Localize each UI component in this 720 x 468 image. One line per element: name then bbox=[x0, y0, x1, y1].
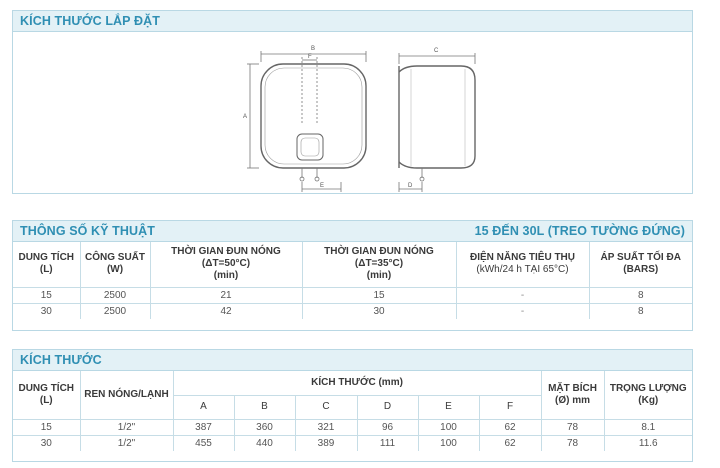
cell: 100 bbox=[418, 419, 479, 435]
dim-c-label: C bbox=[434, 48, 439, 54]
cell: 30 bbox=[13, 435, 80, 451]
cell: - bbox=[456, 303, 589, 319]
specs-col-heat35: THỜI GIAN ĐUN NÓNG (ΔT=35°C) (min) bbox=[302, 242, 456, 287]
dim-e-label: E bbox=[320, 183, 325, 189]
specs-col-energy: ĐIỆN NĂNG TIÊU THỤ (kWh/24 h TẠI 65°C) bbox=[456, 242, 589, 287]
specs-section bbox=[12, 220, 693, 331]
table-row bbox=[13, 303, 692, 319]
cell: 42 bbox=[150, 303, 302, 319]
cell: 15 bbox=[302, 287, 456, 303]
installation-drawing bbox=[13, 32, 692, 193]
cell: 440 bbox=[234, 435, 295, 451]
table-row bbox=[13, 287, 692, 303]
specs-table bbox=[13, 242, 692, 319]
install-header bbox=[13, 11, 692, 32]
cell: 455 bbox=[173, 435, 234, 451]
cell: 30 bbox=[302, 303, 456, 319]
cell: 389 bbox=[295, 435, 357, 451]
cell: 360 bbox=[234, 419, 295, 435]
dims-col-b: B bbox=[234, 395, 295, 419]
dim-f-label: F bbox=[308, 54, 312, 60]
dims-col-f: F bbox=[479, 395, 541, 419]
cell: 387 bbox=[173, 419, 234, 435]
cell: 78 bbox=[541, 435, 604, 451]
cell: 8.1 bbox=[604, 419, 692, 435]
cell: 2500 bbox=[80, 287, 150, 303]
table-row bbox=[13, 419, 692, 435]
cell: 100 bbox=[418, 435, 479, 451]
dims-title: KÍCH THƯỚC bbox=[20, 353, 102, 367]
install-title: KÍCH THƯỚC LẮP ĐẶT bbox=[20, 14, 160, 28]
cell: 15 bbox=[13, 419, 80, 435]
cell: 15 bbox=[13, 287, 80, 303]
dim-d-label: D bbox=[408, 183, 413, 189]
cell: 78 bbox=[541, 419, 604, 435]
install-section bbox=[12, 10, 693, 194]
dims-col-weight: TRỌNG LƯỢNG (Kg) bbox=[604, 371, 692, 419]
dims-col-d: D bbox=[357, 395, 418, 419]
specs-col-capacity: DUNG TÍCH (L) bbox=[13, 242, 80, 287]
front-view bbox=[247, 51, 366, 192]
cell: 8 bbox=[589, 287, 692, 303]
dims-col-a: A bbox=[173, 395, 234, 419]
cell: 1/2" bbox=[80, 419, 173, 435]
cell: 8 bbox=[589, 303, 692, 319]
dims-col-capacity: DUNG TÍCH (L) bbox=[13, 371, 80, 419]
cell: 96 bbox=[357, 419, 418, 435]
cell: 30 bbox=[13, 303, 80, 319]
dims-header bbox=[13, 350, 692, 371]
dims-section bbox=[12, 349, 693, 462]
cell: 321 bbox=[295, 419, 357, 435]
dims-header-row bbox=[13, 371, 692, 395]
cell: 62 bbox=[479, 435, 541, 451]
dim-a-label: A bbox=[243, 114, 248, 120]
specs-subtitle: 15 ĐẾN 30L (TREO TƯỜNG ĐỨNG) bbox=[474, 224, 685, 238]
dims-table bbox=[13, 371, 692, 451]
specs-col-pressure: ÁP SUẤT TỐI ĐA (BARS) bbox=[589, 242, 692, 287]
specs-title: THÔNG SỐ KỸ THUẬT bbox=[20, 224, 156, 238]
cell: 11.6 bbox=[604, 435, 692, 451]
specs-header-row bbox=[13, 242, 692, 287]
cell: 1/2" bbox=[80, 435, 173, 451]
side-view bbox=[399, 53, 475, 192]
specs-header bbox=[13, 221, 692, 242]
dims-col-flange: MẶT BÍCH (Ø) mm bbox=[541, 371, 604, 419]
cell: 21 bbox=[150, 287, 302, 303]
cell: - bbox=[456, 287, 589, 303]
specs-col-heat50: THỜI GIAN ĐUN NÓNG (ΔT=50°C) (min) bbox=[150, 242, 302, 287]
cell: 62 bbox=[479, 419, 541, 435]
dim-b-label: B bbox=[311, 46, 316, 52]
table-row bbox=[13, 435, 692, 451]
dims-col-c: C bbox=[295, 395, 357, 419]
dims-col-group: KÍCH THƯỚC (mm) bbox=[173, 371, 541, 395]
cell: 111 bbox=[357, 435, 418, 451]
cell: 2500 bbox=[80, 303, 150, 319]
dims-col-thread: REN NÓNG/LẠNH bbox=[80, 371, 173, 419]
dims-col-e: E bbox=[418, 395, 479, 419]
specs-col-power: CÔNG SUẤT (W) bbox=[80, 242, 150, 287]
